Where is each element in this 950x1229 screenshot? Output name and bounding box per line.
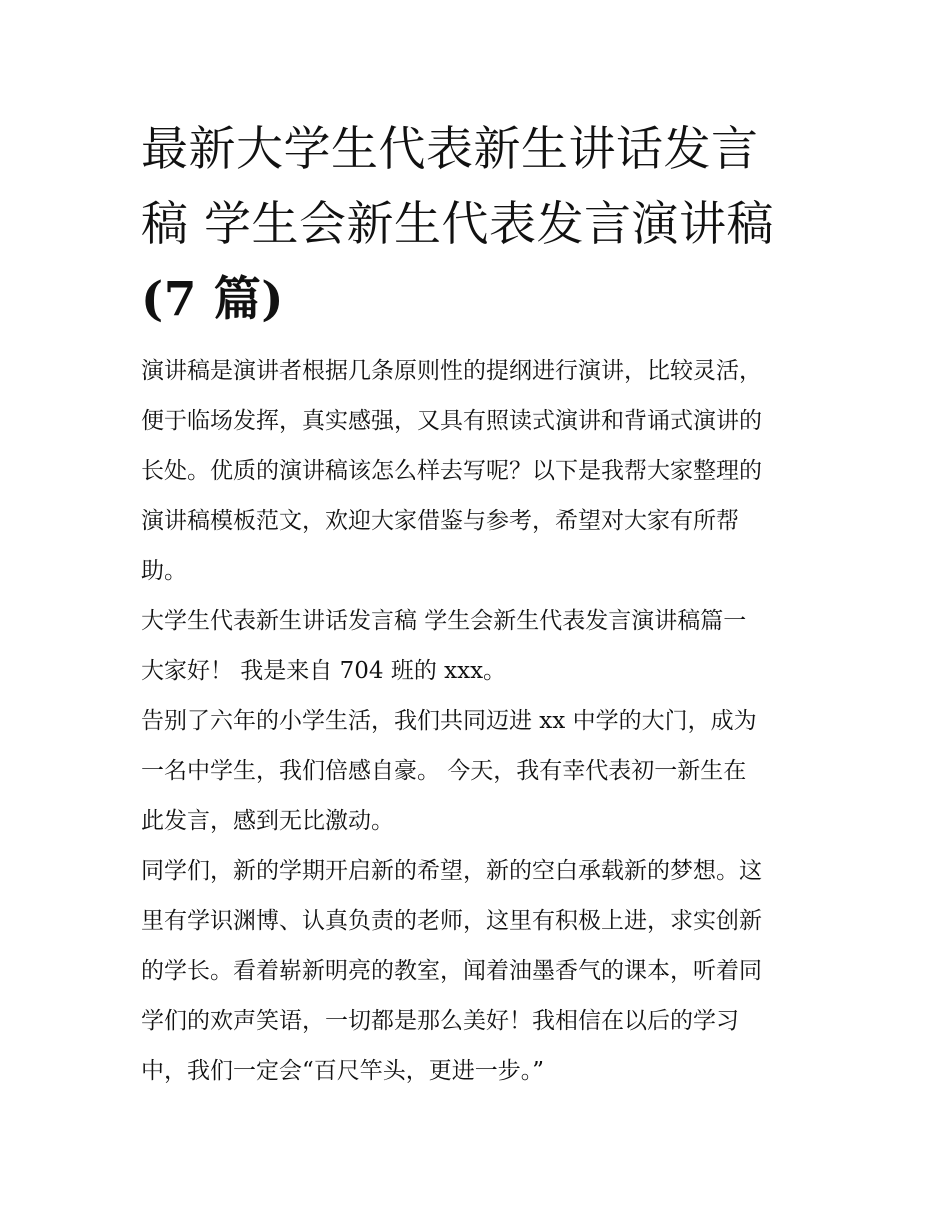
text-line: 大学生代表新生讲话发言稿 学生会新生代表发言演讲稿篇一 xyxy=(141,608,747,634)
text-line: 同学们，新的学期开启新的希望，新的空白承载新的梦想。这 xyxy=(141,858,762,884)
text-line: 告别了六年的小学生活，我们共同迈进 xx 中学的大门，成为 xyxy=(141,708,757,734)
text-line: 大家好！ 我是来自 704 班的 xxx。 xyxy=(141,658,507,684)
text-line: 演讲稿模板范文，欢迎大家借鉴与参考，希望对大家有所帮 xyxy=(141,508,739,534)
text-line: 里有学识渊博、认真负责的老师，这里有积极上进，求实创新 xyxy=(141,908,762,934)
text-line: 一名中学生，我们倍感自豪。 今天，我有幸代表初一新生在 xyxy=(141,758,747,784)
paragraph-greeting xyxy=(141,646,813,696)
document-title xyxy=(141,112,813,337)
text-line: 学们的欢声笑语，一切都是那么美好！我相信在以后的学习 xyxy=(141,1008,739,1034)
title-line: (7 篇) xyxy=(141,272,285,327)
document-body xyxy=(141,346,813,1096)
text-line: 长处。优质的演讲稿该怎么样去写呢？以下是我帮大家整理的 xyxy=(141,458,762,484)
text-line: 的学长。看着崭新明亮的教室，闻着油墨香气的课本，听着同 xyxy=(141,958,762,984)
text-line: 中，我们一定会“百尺竿头，更进一步。” xyxy=(141,1058,545,1084)
title-line: 稿 学生会新生代表发言演讲稿 xyxy=(141,197,774,252)
title-line: 最新大学生代表新生讲话发言 xyxy=(141,122,759,177)
text-line: 此发言，感到无比激动。 xyxy=(141,808,394,834)
paragraph-new-semester xyxy=(141,846,813,1096)
text-line: 演讲稿是演讲者根据几条原则性的提纲进行演讲，比较灵活， xyxy=(141,358,762,384)
text-line: 助。 xyxy=(141,558,187,584)
document-content xyxy=(141,112,813,1096)
paragraph-farewell xyxy=(141,696,813,846)
paragraph-intro xyxy=(141,346,813,596)
section-heading xyxy=(141,596,813,646)
text-line: 便于临场发挥，真实感强，又具有照读式演讲和背诵式演讲的 xyxy=(141,408,762,434)
